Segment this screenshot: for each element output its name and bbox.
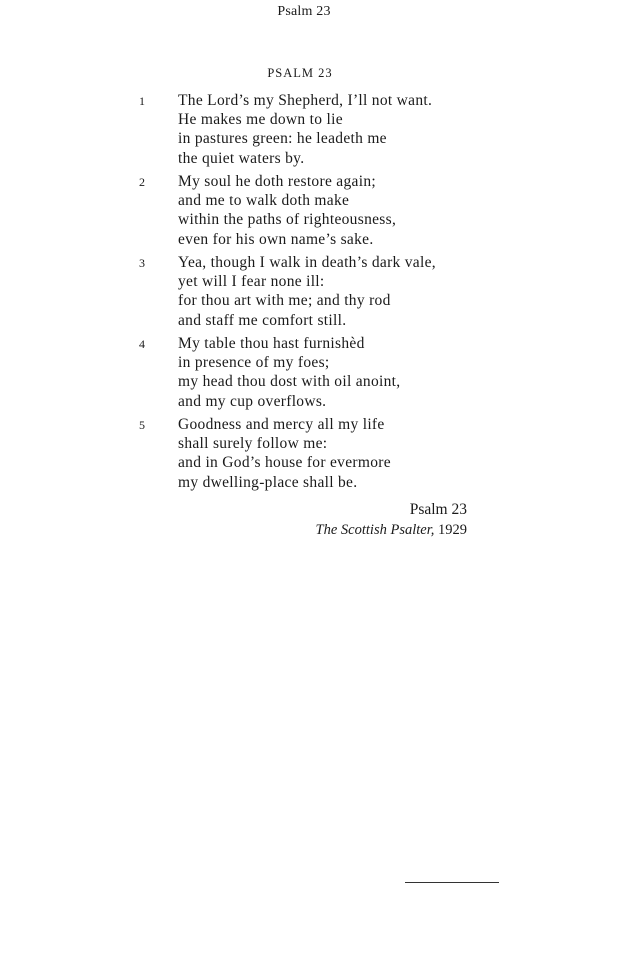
- verse-line: even for his own name’s sake.: [178, 230, 374, 248]
- verse-line: and staff me comfort still.: [178, 311, 347, 329]
- stanza-lines: [178, 253, 436, 330]
- verse-line: within the paths of righteousness,: [178, 211, 397, 229]
- psalm-title: PSALM 23: [267, 66, 333, 80]
- verse-line: and my cup overflows.: [178, 392, 327, 410]
- attribution: [316, 500, 467, 540]
- verse-line: Goodness and mercy all my life: [178, 416, 385, 433]
- verse-line: yet will I fear none ill:: [178, 273, 325, 291]
- stanza-lines: [178, 334, 400, 411]
- verse-line: in presence of my foes;: [178, 354, 330, 372]
- verse-line: my dwelling-place shall be.: [178, 473, 358, 491]
- stanza-number: 3: [139, 256, 145, 270]
- stanza-lines: [178, 91, 432, 168]
- stanza-3: [0, 253, 640, 329]
- verse-line: for thou art with me; and thy rod: [178, 292, 391, 310]
- footer-rule: [405, 882, 499, 883]
- stanza-4: [0, 334, 640, 410]
- attribution-source: Psalm 23: [409, 501, 467, 518]
- stanza-number: 4: [139, 337, 145, 351]
- stanza-lines: [178, 415, 391, 492]
- attribution-book-title: The Scottish Psalter,: [315, 522, 435, 538]
- verse-line: The Lord’s my Shepherd, I’ll not want.: [178, 92, 433, 109]
- verse-line: the quiet waters by.: [178, 149, 305, 167]
- verse-line: and me to walk doth make: [178, 192, 350, 210]
- verse-line: shall surely follow me:: [178, 435, 328, 453]
- attribution-year: 1929: [438, 522, 467, 538]
- verse-line: in pastures green: he leadeth me: [178, 130, 387, 148]
- running-head: Psalm 23: [277, 4, 331, 19]
- psalm-text: [0, 91, 640, 496]
- verse-line: Yea, though I walk in death’s dark vale,: [178, 254, 436, 271]
- verse-line: and in God’s house for evermore: [178, 454, 391, 472]
- attribution-book: [316, 520, 467, 540]
- verse-line: my head thou dost with oil anoint,: [178, 373, 401, 391]
- verse-line: My table thou hast furnishèd: [178, 335, 365, 352]
- verse-line: He makes me down to lie: [178, 111, 343, 129]
- stanza-lines: [178, 172, 396, 249]
- stanza-5: [0, 415, 640, 491]
- verse-line: My soul he doth restore again;: [178, 173, 376, 190]
- stanza-number: 5: [139, 418, 145, 432]
- stanza-number: 2: [139, 175, 145, 189]
- stanza-number: 1: [139, 94, 145, 108]
- stanza-2: [0, 172, 640, 248]
- stanza-1: [0, 91, 640, 167]
